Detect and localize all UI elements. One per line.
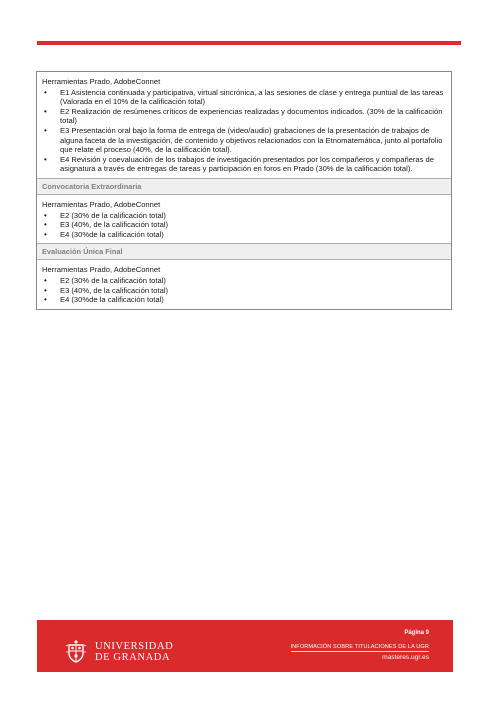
header-rule <box>37 41 461 45</box>
list-item: • E2 Realización de resúmenes críticos de experiencias realizadas y documentos indicados. (30% de la calificación total) <box>42 107 445 126</box>
university-crest-icon <box>65 639 87 663</box>
list-item: • E3 (40%, de la calificación total) <box>42 220 445 230</box>
tools-text: Herramientas Prado, AdobeConnet <box>42 265 161 275</box>
extraordinary-section-title: Convocatoria Extraordinaria <box>37 178 451 194</box>
list-item: • E2 (30% de la calificación total) <box>42 211 445 221</box>
list-item: • E4 (30%de la calificación total) <box>42 230 445 240</box>
final-section-title: Evaluación Única Final <box>37 243 451 259</box>
final-evaluation-list <box>42 276 445 305</box>
extraordinary-evaluation-list <box>42 211 445 240</box>
university-name <box>95 641 173 663</box>
list-item: • E3 Presentación oral bajo la forma de entrega de (video/audio) grabaciones de la presentación de trabajos de alguna faceta de la investigación, de contenido y objetivos relacionados con la Etnomatemática, junto al portafolio que relate el proceso (40%, de la calificación total). <box>42 126 445 155</box>
evaluation-table <box>36 71 452 310</box>
ordinary-evaluation-block <box>37 72 451 178</box>
list-item: • E4 (30%de la calificación total) <box>42 295 445 305</box>
tools-text: Herramientas Prado, AdobeConnet <box>42 77 161 86</box>
final-evaluation-block <box>37 259 451 308</box>
list-item: • E2 (30% de la calificación total) <box>42 276 445 286</box>
website-link[interactable]: masteres.ugr.es <box>382 654 429 661</box>
page-number: Página 9 <box>404 630 429 636</box>
footer-banner <box>37 620 453 672</box>
list-item: • E4 Revisión y coevaluación de los trabajos de investigación presentados por los compañeros y compañeras de asignatura a través de entregas de tareas y participación en foros en Prado (30% de la calificación total). <box>42 155 445 174</box>
university-name-line1: UNIVERSIDAD <box>95 641 174 652</box>
list-item: • E1 Asistencia continuada y participativa, virtual sincrónica, a las sesiones de clase y entrega puntual de las tareas (Valorada en el 10% de la calificación total) <box>42 88 445 107</box>
extraordinary-evaluation-block <box>37 194 451 243</box>
degree-info-text: INFORMACIÓN SOBRE TITULACIONES DE LA UGR <box>290 644 429 650</box>
ordinary-evaluation-list <box>42 88 445 174</box>
tools-text: Herramientas Prado, AdobeConnet <box>42 199 161 209</box>
list-item: • E3 (40%, de la calificación total) <box>42 286 445 296</box>
university-name-line2: DE GRANADA <box>95 652 171 663</box>
